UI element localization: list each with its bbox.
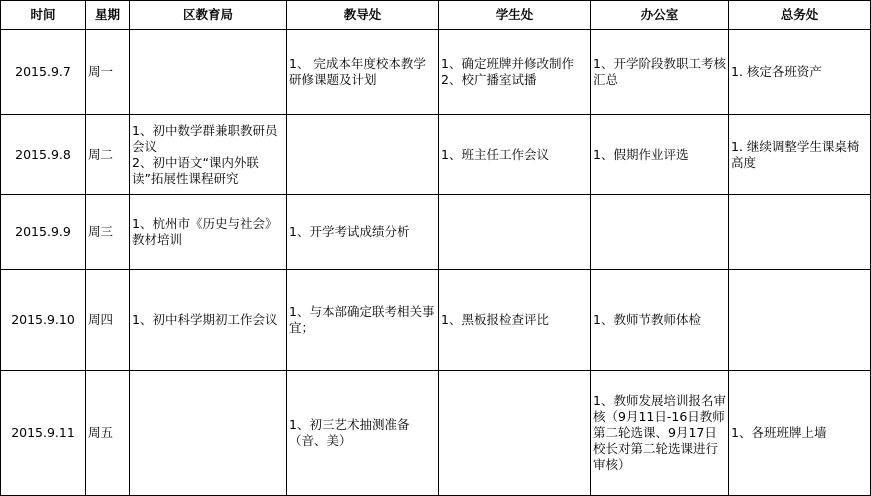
cell-text: 1、确定班牌并修改制作 (441, 56, 574, 71)
student-cell (439, 195, 591, 270)
general-cell (729, 270, 871, 371)
office-cell (591, 195, 729, 270)
cell-text: 1、初中数学群兼职教研员会议 (132, 122, 278, 154)
cell-text: 1、教师发展培训报名审核（9月11日-16日教师第二轮选课、9月17日校长对第二轮选课进行审核） (593, 393, 726, 472)
cell-text: 1、杭州市《历史与社会》教材培训 (132, 216, 278, 247)
cell-text: 1、初三艺术抽测准备（音、美） (289, 417, 410, 448)
cell-text: 1、初中科学期初工作会议 (132, 312, 278, 327)
cell-text: 1、假期作业评选 (593, 146, 689, 162)
table-row (1, 371, 871, 496)
general-cell (729, 371, 871, 496)
teaching-cell (287, 30, 439, 115)
office-cell (591, 371, 729, 496)
date-cell: 2015.9.9 (1, 195, 86, 270)
bureau-cell (130, 371, 287, 496)
teaching-cell (287, 371, 439, 496)
cell-text: 1、各班班牌上墙 (731, 425, 827, 440)
weekday-cell: 周四 (86, 270, 130, 371)
cell-text: 1. 核定各班资产 (731, 64, 822, 79)
bureau-cell (130, 30, 287, 115)
weekday-cell: 周三 (86, 195, 130, 270)
office-cell (591, 30, 729, 115)
header-bureau: 区教育局 (130, 1, 287, 30)
cell-text: 1、 完成本年度校本教学研修课题及计划 (289, 56, 426, 87)
header-teaching: 教导处 (287, 1, 439, 30)
weekday-cell: 周二 (86, 115, 130, 195)
header-student: 学生处 (439, 1, 591, 30)
weekday-cell: 周一 (86, 30, 130, 115)
table-row (1, 195, 871, 270)
table-row (1, 115, 871, 195)
header-general: 总务处 (729, 1, 871, 30)
header-office: 办公室 (591, 1, 729, 30)
header-time: 时间 (1, 1, 86, 30)
date-cell: 2015.9.11 (1, 371, 86, 496)
bureau-cell (130, 195, 287, 270)
cell-text: 1. 继续调整学生课桌椅高度 (731, 138, 860, 170)
teaching-cell (287, 270, 439, 371)
student-cell (439, 371, 591, 496)
teaching-cell (287, 195, 439, 270)
student-cell (439, 270, 591, 371)
student-cell (439, 30, 591, 115)
date-cell: 2015.9.7 (1, 30, 86, 115)
general-cell (729, 30, 871, 115)
cell-text: 1、开学阶段教职工考核汇总 (593, 56, 726, 87)
general-cell (729, 115, 871, 195)
teaching-cell (287, 115, 439, 195)
bureau-cell (130, 115, 287, 195)
cell-text: 1、教师节教师体检 (593, 312, 701, 327)
student-cell (439, 115, 591, 195)
table-row (1, 30, 871, 115)
bureau-cell (130, 270, 287, 371)
header-weekday: 星期 (86, 1, 130, 30)
cell-text: 1、黑板报检查评比 (441, 312, 549, 327)
cell-text: 2、初中语文“课内外联读”拓展性课程研究 (132, 154, 259, 186)
general-cell (729, 195, 871, 270)
cell-text: 2、校广播室试播 (441, 72, 537, 87)
header-row (1, 1, 871, 30)
date-cell: 2015.9.8 (1, 115, 86, 195)
table-row (1, 270, 871, 371)
office-cell (591, 115, 729, 195)
cell-text: 1、班主任工作会议 (441, 146, 549, 162)
date-cell: 2015.9.10 (1, 270, 86, 371)
cell-text: 1、与本部确定联考相关事宜； (289, 304, 435, 335)
cell-text: 1、开学考试成绩分析 (289, 224, 410, 239)
office-cell (591, 270, 729, 371)
weekday-cell: 周五 (86, 371, 130, 496)
